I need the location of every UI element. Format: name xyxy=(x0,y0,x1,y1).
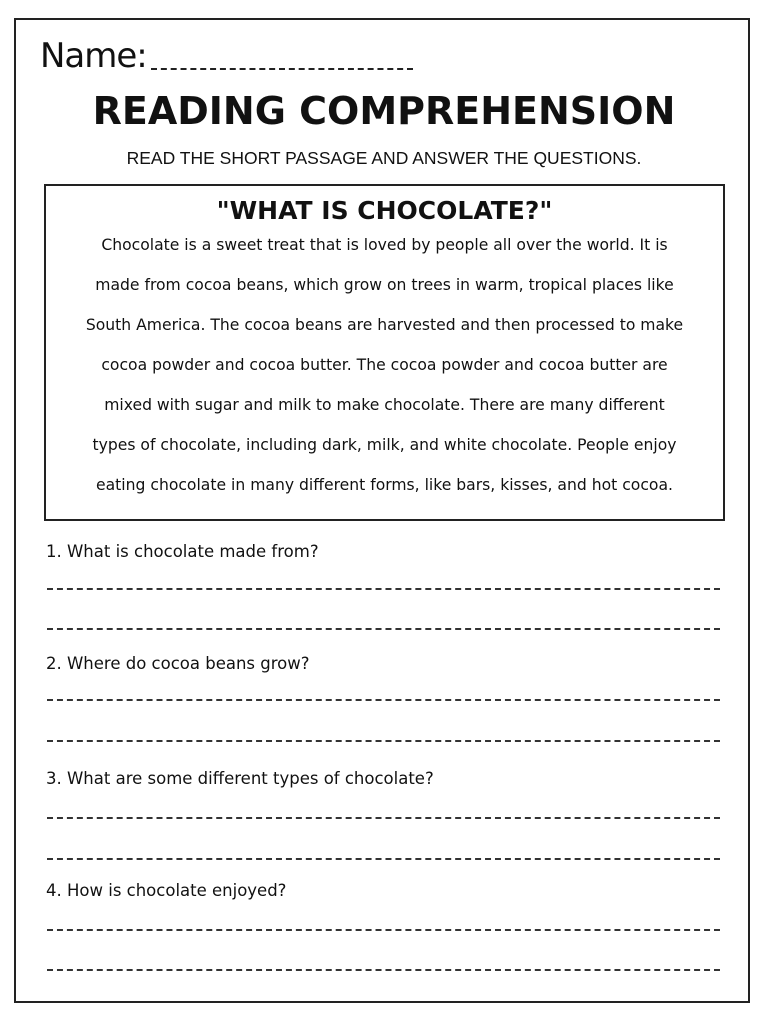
passage-line-4: cocoa powder and cocoa butter. The cocoa powder and cocoa butter are xyxy=(101,356,668,374)
question-1: 1. What is chocolate made from? xyxy=(46,542,319,561)
question-4: 4. How is chocolate enjoyed? xyxy=(46,881,287,900)
passage-line-5: mixed with sugar and milk to make chocolate. There are many different xyxy=(104,396,665,414)
passage-line-6: types of chocolate, including dark, milk, and white chocolate. People enjoy xyxy=(92,436,677,454)
page-title: READING COMPREHENSION xyxy=(92,89,676,133)
passage-line-1: Chocolate is a sweet treat that is loved by people all over the world. It is xyxy=(101,236,668,254)
answer-line[interactable] xyxy=(47,969,720,971)
answer-line[interactable] xyxy=(47,858,720,860)
answer-line[interactable] xyxy=(47,929,720,931)
passage-line-2: made from cocoa beans, which grow on trees in warm, tropical places like xyxy=(95,276,674,294)
name-row xyxy=(40,36,413,76)
answer-line[interactable] xyxy=(47,740,720,742)
answer-line[interactable] xyxy=(47,699,720,701)
passage-box xyxy=(44,184,725,521)
answer-line[interactable] xyxy=(47,628,720,630)
passage-line-7: eating chocolate in many different forms, like bars, kisses, and hot cocoa. xyxy=(96,476,673,494)
name-label: Name: xyxy=(40,36,147,76)
passage-line-3: South America. The cocoa beans are harvested and then processed to make xyxy=(85,316,684,334)
name-blank-line xyxy=(151,68,413,70)
answer-line[interactable] xyxy=(47,817,720,819)
question-3: 3. What are some different types of chocolate? xyxy=(46,769,434,788)
passage-title: "WHAT IS CHOCOLATE?" xyxy=(216,196,553,225)
instructions: READ THE SHORT PASSAGE AND ANSWER THE QUESTIONS. xyxy=(126,148,642,168)
question-2: 2. Where do cocoa beans grow? xyxy=(46,654,310,673)
answer-line[interactable] xyxy=(47,588,720,590)
